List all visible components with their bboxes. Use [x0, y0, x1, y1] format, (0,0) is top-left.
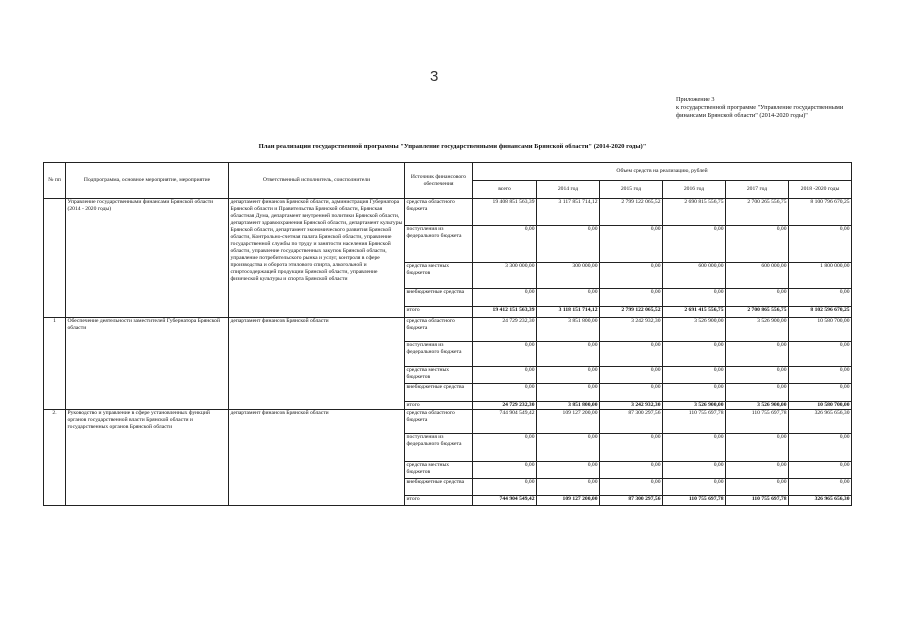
amount-y2015: 3 242 932,30	[600, 318, 663, 342]
amount-y2014: 109 127 200,00	[537, 410, 600, 434]
amount-total: 24 729 232,30	[473, 402, 537, 410]
funding-source: внебюджетные средства	[405, 289, 473, 307]
amount-y2015: 0,00	[600, 384, 663, 402]
amount-y2014: 3 851 800,00	[537, 402, 600, 410]
header-executor: Ответственный исполнитель, соисполнители	[229, 163, 405, 199]
amount-y2018: 8 102 596 670,25	[789, 307, 852, 318]
funding-source: средства областного бюджета	[405, 410, 473, 434]
amount-y2016: 110 755 697,78	[663, 496, 726, 506]
amount-total: 24 729 232,30	[473, 318, 537, 342]
table-row	[44, 318, 852, 342]
header-volume: Объем средств на реализацию, рублей	[473, 163, 852, 181]
amount-y2014: 300 000,00	[537, 263, 600, 289]
amount-y2015: 0,00	[600, 462, 663, 479]
table-row	[44, 199, 852, 226]
amount-total: 744 904 549,42	[473, 496, 537, 506]
funding-source: средства местных бюджетов	[405, 462, 473, 479]
funding-source: средства местных бюджетов	[405, 263, 473, 289]
funding-source: поступления из федерального бюджета	[405, 342, 473, 367]
amount-y2014: 0,00	[537, 289, 600, 307]
amount-y2017: 2 700 265 556,75	[726, 199, 789, 226]
amount-y2016: 2 690 815 556,75	[663, 199, 726, 226]
appendix-line-2: к государственной программе "Управление государственными финансами Брянской области" (2014-2020 годы)"	[676, 104, 844, 119]
amount-y2016: 2 691 415 556,75	[663, 307, 726, 318]
header-2014: 2014 год	[537, 181, 600, 199]
amount-y2015: 0,00	[600, 263, 663, 289]
header-2016: 2016 год	[663, 181, 726, 199]
amount-y2014: 0,00	[537, 434, 600, 462]
funding-source: поступления из федерального бюджета	[405, 434, 473, 462]
amount-y2018: 0,00	[789, 462, 852, 479]
page-number: 3	[430, 68, 439, 85]
amount-y2015: 0,00	[600, 342, 663, 367]
amount-y2016: 110 755 697,78	[663, 410, 726, 434]
amount-y2016: 0,00	[663, 479, 726, 496]
funding-source: итого	[405, 496, 473, 506]
amount-y2017: 110 755 697,78	[726, 410, 789, 434]
funding-source: средства областного бюджета	[405, 199, 473, 226]
amount-y2018: 0,00	[789, 226, 852, 263]
funding-source: средства областного бюджета	[405, 318, 473, 342]
executor: департамент финансов Брянской области, администрация Губернатора Брянской области и Правительства Брянской области, Брянская областная Дума, департамент внутренней политики Брянской области, департамент здравоохранения Брянской области, департамент культуры Брянской области, департамент экономического развития Брянской области, Контрольно-счетная палата Брянской области, управление государственной службы по труду и занятости населения Брянской области, управление государственных закупок Брянской области, управление потребительского рынка и услуг, контроля в сфере производства и оборота этилового спирта, алкогольной и спиртосодержащей продукции Брянской области, управление физической культуры и спорта Брянской области	[229, 199, 405, 318]
amount-y2018: 0,00	[789, 342, 852, 367]
funding-source: внебюджетные средства	[405, 384, 473, 402]
amount-y2015: 0,00	[600, 434, 663, 462]
funding-source: внебюджетные средства	[405, 479, 473, 496]
amount-y2014: 0,00	[537, 462, 600, 479]
amount-y2016: 0,00	[663, 226, 726, 263]
amount-y2017: 600 000,00	[726, 263, 789, 289]
amount-y2017: 0,00	[726, 289, 789, 307]
amount-y2017: 0,00	[726, 434, 789, 462]
header-2017: 2017 год	[726, 181, 789, 199]
header-source: Источник финансового обеспечения	[405, 163, 473, 199]
amount-y2014: 0,00	[537, 384, 600, 402]
amount-y2018: 0,00	[789, 479, 852, 496]
funding-source: поступления из федерального бюджета	[405, 226, 473, 263]
amount-y2014: 0,00	[537, 367, 600, 384]
amount-y2016: 0,00	[663, 342, 726, 367]
amount-y2015: 87 300 297,56	[600, 410, 663, 434]
amount-y2015: 0,00	[600, 289, 663, 307]
amount-y2016: 600 000,00	[663, 263, 726, 289]
amount-y2014: 0,00	[537, 479, 600, 496]
amount-total: 19 408 851 563,39	[473, 199, 537, 226]
funding-source: средства местных бюджетов	[405, 367, 473, 384]
amount-y2016: 0,00	[663, 367, 726, 384]
amount-total: 744 904 549,42	[473, 410, 537, 434]
amount-y2018: 0,00	[789, 434, 852, 462]
appendix-line-1: Приложение 3	[676, 96, 715, 103]
executor: департамент финансов Брянской области	[229, 410, 405, 506]
amount-y2015: 0,00	[600, 479, 663, 496]
funding-source: итого	[405, 307, 473, 318]
amount-total: 0,00	[473, 384, 537, 402]
program-name: Руководство и управление в сфере установленных функций органов государственной власти Брянской области и государственных органов Брянской области	[66, 410, 229, 506]
amount-total: 3 300 000,00	[473, 263, 537, 289]
amount-y2018: 0,00	[789, 384, 852, 402]
amount-total: 0,00	[473, 342, 537, 367]
amount-total: 0,00	[473, 226, 537, 263]
amount-y2016: 0,00	[663, 289, 726, 307]
amount-y2014: 109 127 200,00	[537, 496, 600, 506]
amount-total: 0,00	[473, 434, 537, 462]
amount-y2018: 10 580 700,00	[789, 318, 852, 342]
appendix-note	[676, 96, 861, 120]
document-title: План реализации государственной программы "Управление государственными финансами Брянской области" (2014-2020 годы)"	[258, 143, 647, 150]
table-row	[44, 410, 852, 434]
amount-y2016: 3 526 900,00	[663, 402, 726, 410]
amount-y2018: 326 965 656,30	[789, 496, 852, 506]
amount-y2015: 3 242 932,30	[600, 402, 663, 410]
amount-total: 0,00	[473, 289, 537, 307]
amount-y2015: 87 300 297,56	[600, 496, 663, 506]
row-index: 2.	[44, 410, 66, 506]
amount-y2015: 0,00	[600, 226, 663, 263]
amount-y2017: 0,00	[726, 462, 789, 479]
amount-y2018: 10 580 700,00	[789, 402, 852, 410]
amount-y2017: 0,00	[726, 226, 789, 263]
amount-y2014: 0,00	[537, 226, 600, 263]
amount-total: 0,00	[473, 367, 537, 384]
header-total: всего	[473, 181, 537, 199]
amount-y2017: 3 526 900,00	[726, 318, 789, 342]
amount-y2014: 3 118 151 714,12	[537, 307, 600, 318]
row-index: 1	[44, 318, 66, 410]
plan-table-body	[44, 199, 852, 506]
header-2018-2020: 2018 -2020 годы	[789, 181, 852, 199]
amount-y2016: 0,00	[663, 384, 726, 402]
amount-y2015: 2 799 122 065,52	[600, 199, 663, 226]
amount-y2017: 2 700 865 556,75	[726, 307, 789, 318]
executor: департамент финансов Брянской области	[229, 318, 405, 410]
amount-y2017: 3 526 900,00	[726, 402, 789, 410]
amount-y2015: 0,00	[600, 367, 663, 384]
amount-y2014: 0,00	[537, 342, 600, 367]
amount-y2018: 0,00	[789, 289, 852, 307]
plan-table	[43, 162, 852, 506]
amount-y2018: 1 800 000,00	[789, 263, 852, 289]
amount-total: 0,00	[473, 462, 537, 479]
amount-y2017: 0,00	[726, 479, 789, 496]
header-idx: № пп	[44, 163, 66, 199]
amount-y2018: 8 100 796 670,25	[789, 199, 852, 226]
amount-y2014: 3 851 800,00	[537, 318, 600, 342]
amount-y2016: 0,00	[663, 462, 726, 479]
amount-y2016: 3 526 900,00	[663, 318, 726, 342]
amount-y2017: 0,00	[726, 342, 789, 367]
header-2015: 2015 год	[600, 181, 663, 199]
funding-source: итого	[405, 402, 473, 410]
amount-y2016: 0,00	[663, 434, 726, 462]
amount-y2018: 0,00	[789, 367, 852, 384]
amount-y2017: 110 755 697,78	[726, 496, 789, 506]
header-name: Подпрограмма, основное мероприятие, мероприятие	[66, 163, 229, 199]
program-name: Управление государственными финансами Брянской области (2014 - 2020 годы)	[66, 199, 229, 318]
program-name: Обеспечение деятельности заместителей Губернатора Брянской области	[66, 318, 229, 410]
amount-total: 19 412 151 563,39	[473, 307, 537, 318]
row-index	[44, 199, 66, 318]
amount-y2014: 3 117 851 714,12	[537, 199, 600, 226]
amount-y2015: 2 799 122 065,52	[600, 307, 663, 318]
amount-total: 0,00	[473, 479, 537, 496]
amount-y2017: 0,00	[726, 367, 789, 384]
amount-y2017: 0,00	[726, 384, 789, 402]
amount-y2018: 326 965 656,30	[789, 410, 852, 434]
